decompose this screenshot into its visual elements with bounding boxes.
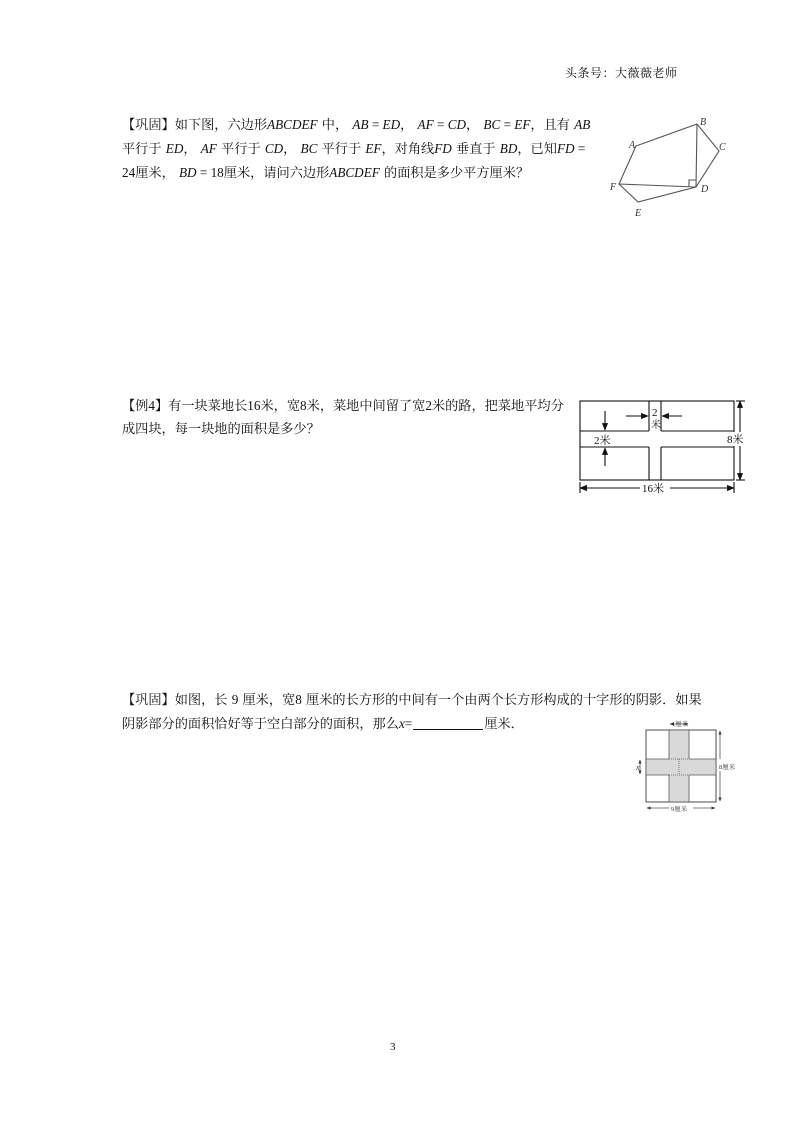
- cross-horizontal-bar: [646, 759, 716, 775]
- height-label: 8米: [727, 434, 744, 446]
- diagonal-fd: [619, 184, 696, 187]
- top-road-num: 2: [652, 407, 658, 419]
- problem-3-text: 【巩固】如图，长 9 厘米，宽8 厘米的长方形的中间有一个由两个长方形构成的十字形的阴影．如果阴影部分的面积恰好等于空白部分的面积，那么x= 厘米．: [122, 692, 702, 732]
- top-road-unit: 米: [651, 420, 661, 431]
- problem-2-text: 【例4】有一块菜地长16米，宽8米，菜地中间留了宽2米的路，把菜地平均分成四块，每一块地的面积是多少？: [122, 398, 564, 437]
- right-label: 8厘米: [719, 764, 736, 771]
- problem-tag: 【例: [122, 399, 149, 414]
- problem-tag: 【巩固】: [122, 118, 175, 133]
- page-number: 3: [390, 1041, 396, 1053]
- hexagon-figure: [605, 110, 735, 222]
- label-d: D: [701, 184, 709, 195]
- answer-blank[interactable]: [413, 715, 483, 730]
- label-e: E: [635, 208, 642, 219]
- label-a: A: [629, 140, 636, 151]
- problem-1-text: 【巩固】如下图，六边形ABCDEF 中， AB = ED， AF = CD， BC = EF，且有 AB 平行于 ED， AF 平行于 CD， BC 平行于 EF，对角线FD 垂直于 BD，已知FD = 24厘米， BD = 18厘米，请问六边形ABCDEF 的面积是多少平方厘米？: [122, 117, 591, 181]
- length-label: 16米: [642, 483, 664, 495]
- top-label: 1厘米: [672, 721, 689, 728]
- label-f: F: [610, 182, 617, 193]
- left-road-label: 2米: [594, 435, 611, 447]
- label-c: C: [719, 142, 726, 153]
- vegetable-plot-figure: [574, 396, 774, 500]
- left-label: x: [636, 763, 640, 772]
- page-header: 头条号：大薇薇老师: [565, 66, 678, 80]
- right-angle-mark: [689, 180, 696, 187]
- bottom-label: 9厘米: [671, 806, 688, 813]
- diagonal-bd: [696, 124, 697, 187]
- problem-tag: 【巩固】: [122, 693, 175, 708]
- label-b: B: [700, 117, 707, 128]
- cross-rectangle-figure: [636, 716, 746, 816]
